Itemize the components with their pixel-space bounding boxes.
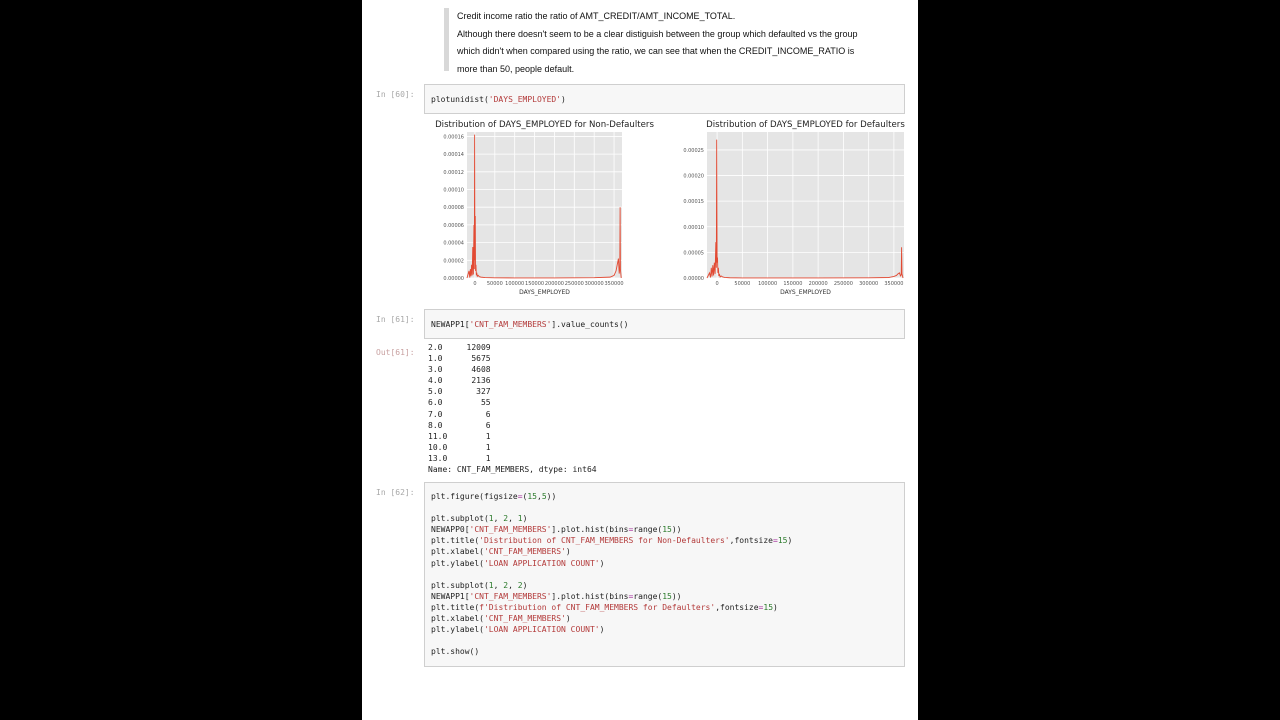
x-axis-label: DAYS_EMPLOYED [519, 289, 570, 296]
chart-days-employed-non-defaulters [422, 116, 668, 300]
code-string: 'CNT_FAM_MEMBERS' [483, 614, 566, 624]
code-cell-60[interactable] [424, 84, 905, 114]
code-number: 1 [488, 580, 494, 590]
code-operator: = [628, 525, 634, 535]
output-row: 13.0 1 [428, 453, 491, 463]
code-token: ) [522, 580, 528, 590]
code-operator: = [772, 536, 778, 546]
code-number: 15 [662, 591, 672, 601]
x-tick-label: 200000 [544, 281, 564, 287]
y-tick-label: 0.00015 [683, 199, 704, 206]
chart-title: Distribution of DAYS_EMPLOYED for Non-Defaulters [435, 120, 654, 130]
code-token: plt.show() [431, 647, 480, 657]
y-tick-label: 0.00002 [443, 258, 464, 265]
code-token: plt.xlabel( [431, 547, 484, 557]
x-tick-label: 200000 [808, 281, 828, 287]
y-tick-label: 0.00005 [683, 250, 704, 257]
code-token: ) [599, 625, 605, 635]
output-row: 11.0 1 [428, 431, 491, 441]
code-token: ].plot.hist(bins [551, 591, 629, 601]
code-token: plotunidist( [431, 95, 489, 104]
output-row: 6.0 55 [428, 398, 491, 408]
x-tick-label: 250000 [833, 281, 853, 287]
code-number: 1 [488, 514, 494, 524]
code-token: ) [561, 95, 566, 104]
code-number: 2 [503, 580, 509, 590]
code-token: ].plot.hist(bins [551, 525, 629, 535]
code-number: 5 [541, 492, 547, 501]
x-tick-label: 50000 [734, 281, 751, 287]
code-number: 15 [763, 602, 774, 612]
y-tick-label: 0.00004 [443, 240, 464, 247]
code-token: plt.ylabel( [431, 625, 484, 635]
code-blank-line [431, 635, 898, 646]
code-number: 2 [517, 580, 523, 590]
code-token: plt.title( [431, 602, 480, 612]
notebook-page [362, 0, 918, 720]
markdown-cell [444, 8, 890, 74]
input-prompt: In [61]: [376, 315, 415, 324]
code-token: , [537, 492, 542, 501]
code-token: plt.ylabel( [431, 558, 484, 568]
code-cell-61[interactable] [424, 309, 905, 339]
output-row: 5.0 327 [428, 387, 491, 397]
y-tick-label: 0.00020 [683, 173, 704, 180]
output-row: 10.0 1 [428, 442, 491, 452]
code-token: ) [773, 602, 778, 612]
x-tick-label: 300000 [584, 281, 604, 287]
markdown-line: more than 50, people default. [457, 63, 575, 74]
y-tick-label: 0.00016 [443, 134, 464, 141]
x-tick-label: 150000 [525, 281, 545, 287]
markdown-line: Although there doesn't seem to be a clear distiguish between the group which defaulted vs the group [457, 28, 858, 39]
y-tick-label: 0.00025 [683, 147, 704, 154]
code-token: , [493, 580, 504, 590]
code-token: range( [633, 591, 663, 601]
code-number: 15 [662, 525, 672, 535]
code-token: plt.xlabel( [431, 614, 484, 624]
code-string: 'DAYS_EMPLOYED' [488, 95, 562, 104]
output-prompt: Out[61]: [376, 348, 415, 357]
code-string: 'CNT_FAM_MEMBERS' [469, 591, 552, 601]
output-row: 8.0 6 [428, 420, 491, 430]
code-token: )) [671, 525, 682, 535]
code-number: 2 [503, 514, 509, 524]
code-operator: = [628, 591, 634, 601]
code-number: 15 [777, 536, 788, 546]
code-token: , [493, 514, 504, 524]
code-operator: = [517, 492, 523, 501]
output-area [428, 342, 597, 475]
code-token: plt.figure(figsize [431, 492, 518, 501]
code-token: plt.title( [431, 536, 480, 546]
y-tick-label: 0.00008 [443, 205, 464, 212]
chart-title: Distribution of DAYS_EMPLOYED for Defaulters [706, 120, 905, 130]
x-tick-label: 100000 [505, 281, 525, 287]
code-string: 'Distribution of CNT_FAM_MEMBERS for Non-Defaulters' [479, 536, 730, 546]
code-operator: = [758, 602, 764, 612]
code-string: 'CNT_FAM_MEMBERS' [469, 525, 552, 535]
x-tick-label: 0 [473, 281, 477, 287]
input-prompt: In [60]: [376, 90, 415, 99]
x-axis-label: DAYS_EMPLOYED [780, 289, 831, 296]
code-token: ) [565, 547, 571, 557]
y-tick-label: 0.00014 [443, 152, 464, 159]
output-row: 1.0 5675 [428, 354, 491, 364]
y-tick-label: 0.00010 [683, 224, 704, 231]
code-token: ) [565, 614, 571, 624]
code-token: , [508, 514, 518, 524]
code-string: 'CNT_FAM_MEMBERS' [469, 320, 552, 329]
code-token: ].value_counts() [551, 320, 629, 329]
output-row: 3.0 4608 [428, 365, 491, 375]
code-blank-line [431, 569, 898, 580]
code-token: )) [546, 492, 557, 501]
y-tick-label: 0.00006 [443, 222, 464, 229]
code-token: )) [671, 591, 682, 601]
output-row: 7.0 6 [428, 409, 491, 419]
output-footer: Name: CNT_FAM_MEMBERS, dtype: int64 [428, 465, 597, 475]
code-blank-line [431, 502, 898, 513]
chart-days-employed-defaulters [668, 116, 908, 300]
x-tick-label: 0 [715, 281, 719, 287]
x-tick-label: 300000 [859, 281, 879, 287]
code-token: range( [633, 525, 663, 535]
code-token: ) [787, 536, 793, 546]
y-tick-label: 0.00012 [443, 169, 464, 176]
markdown-line: Credit income ratio the ratio of AMT_CREDIT/AMT_INCOME_TOTAL. [457, 11, 736, 21]
code-token: ,fontsize [729, 536, 773, 546]
code-token: NEWAPP1[ [431, 320, 470, 329]
x-tick-label: 150000 [783, 281, 803, 287]
x-tick-label: 50000 [486, 281, 503, 287]
y-tick-label: 0.00010 [443, 187, 464, 194]
code-cell-62[interactable] [424, 482, 905, 667]
code-token: plt.subplot( [431, 580, 489, 590]
x-tick-label: 350000 [884, 281, 904, 287]
y-tick-label: 0.00000 [443, 276, 464, 282]
output-row: 4.0 2136 [428, 376, 491, 386]
code-token: NEWAPP0[ [431, 525, 470, 535]
code-string: 'LOAN APPLICATION COUNT' [483, 625, 600, 635]
x-tick-label: 100000 [758, 281, 778, 287]
code-string: f'Distribution of CNT_FAM_MEMBERS for Defaulters' [479, 602, 716, 612]
markdown-line: which didn't when compared using the ratio, we can see that when the CREDIT_INCOME_RATIO is [457, 46, 855, 56]
code-string: 'LOAN APPLICATION COUNT' [483, 558, 600, 568]
code-token: ) [599, 558, 605, 568]
input-prompt: In [62]: [376, 488, 415, 497]
y-tick-label: 0.00000 [683, 276, 704, 282]
code-number: 1 [517, 514, 523, 524]
output-row: 2.0 12009 [428, 343, 491, 352]
code-token: ( [522, 492, 528, 501]
x-tick-label: 250000 [564, 281, 584, 287]
plot-area [707, 132, 904, 278]
code-string: 'CNT_FAM_MEMBERS' [483, 547, 566, 557]
code-token: , [508, 580, 518, 590]
code-token: plt.subplot( [431, 514, 489, 524]
code-number: 15 [527, 492, 537, 501]
x-tick-label: 350000 [604, 281, 624, 287]
code-token: NEWAPP1[ [431, 591, 470, 601]
code-token: ) [522, 514, 528, 524]
code-token: ,fontsize [715, 602, 759, 612]
